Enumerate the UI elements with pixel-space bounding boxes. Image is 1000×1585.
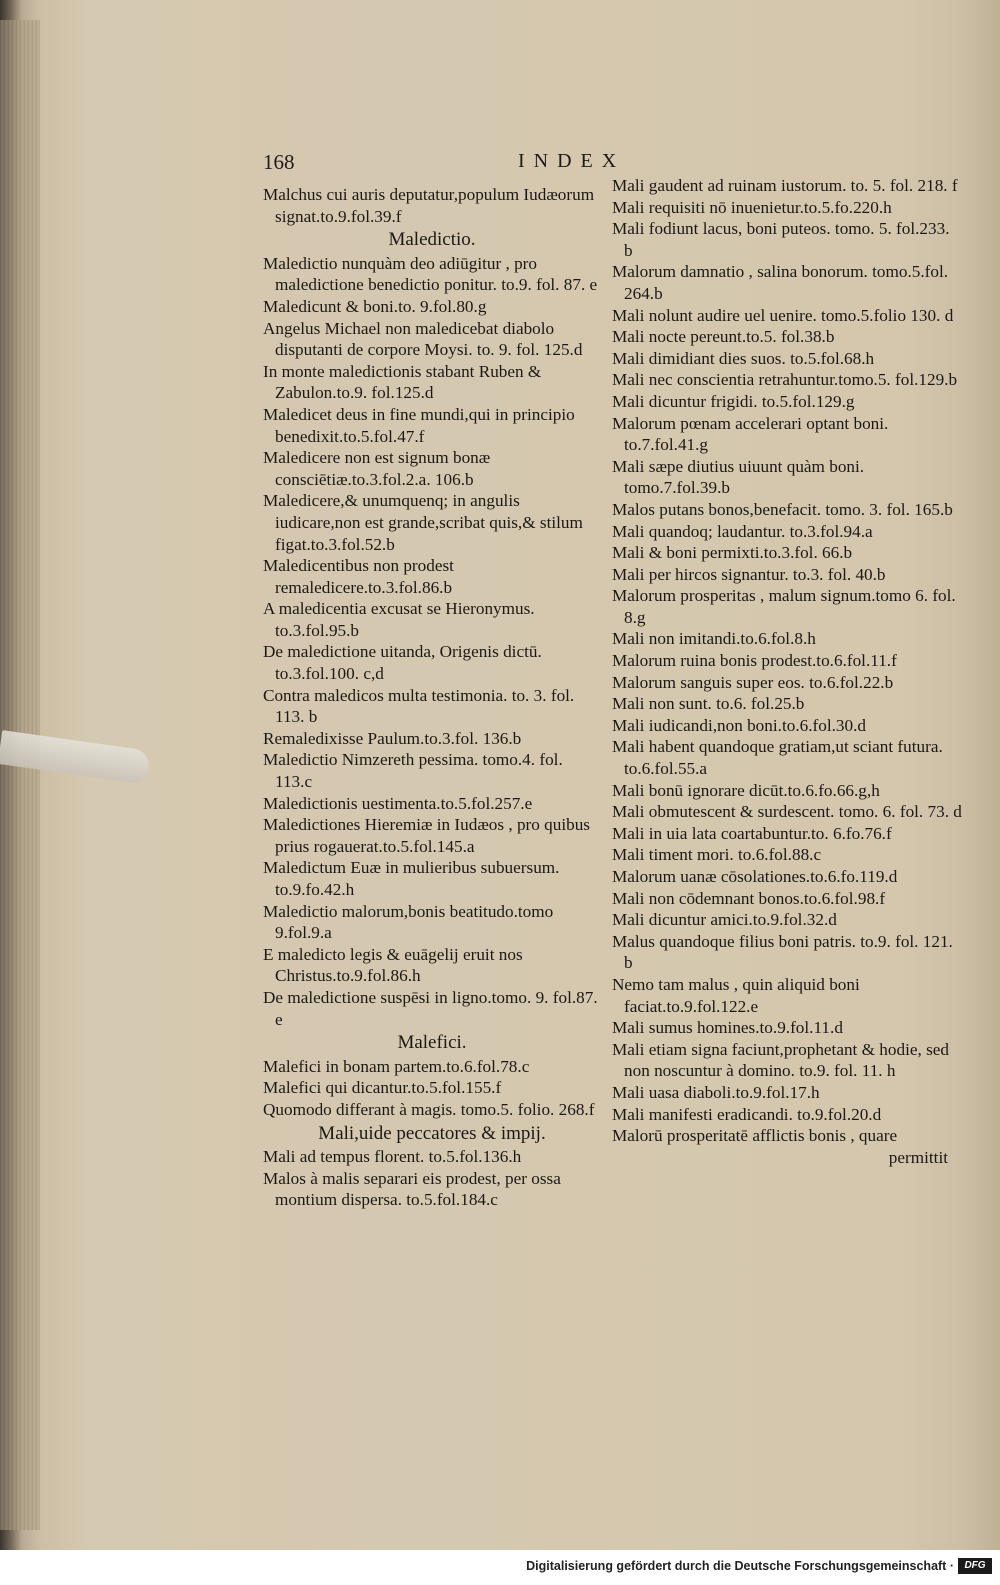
index-entry: Mali iudicandi,non boni.to.6.fol.30.d bbox=[612, 715, 866, 735]
catchword: permittit bbox=[888, 1147, 948, 1167]
index-entry: Maledictio nunquàm deo adiūgitur , pro maledictione benedictio ponitur. to.9. fol. 87. e bbox=[263, 253, 598, 295]
index-entry: Mali uasa diaboli.to.9.fol.17.h bbox=[612, 1082, 820, 1102]
index-column-right bbox=[612, 175, 962, 1168]
index-entry: Quomodo differant à magis. tomo.5. folio. 268.f bbox=[263, 1099, 595, 1119]
index-entry: De maledictione suspēsi in ligno.tomo. 9. fol.87. e bbox=[263, 987, 598, 1029]
index-entry: Maledicere,& unumquenq; in angulis iudicare,non est grande,scribat quis,& stilum figat.to.3.fol.52.b bbox=[263, 491, 583, 554]
index-entry: Mali dicuntur frigidi. to.5.fol.129.g bbox=[612, 391, 855, 411]
index-entry: Mali sæpe diutius uiuunt quàm boni. tomo.7.fol.39.b bbox=[612, 456, 865, 498]
index-entry: Mali nec conscientia retrahuntur.tomo.5. fol.129.b bbox=[612, 370, 958, 390]
index-entry: Mali requisiti nō inuenietur.to.5.fo.220.h bbox=[612, 197, 892, 217]
funding-credit: Digitalisierung gefördert durch die Deutsche Forschungsgemeinschaft · bbox=[526, 1559, 954, 1573]
index-entry: Maledictio malorum,bonis beatitudo.tomo 9.fol.9.a bbox=[263, 901, 554, 943]
index-entry: Mali quandoq; laudantur. to.3.fol.94.a bbox=[612, 521, 873, 541]
index-entry: Mali etiam signa faciunt,prophetant & hodie, sed non noscuntur à domino. to.9. fol. 11. h bbox=[612, 1039, 949, 1081]
index-entry: Maledictum Euæ in mulieribus subuersum. to.9.fo.42.h bbox=[263, 858, 560, 899]
index-entry: Maledicere non est signum bonæ consciētiæ.to.3.fol.2.a. 106.b bbox=[263, 448, 491, 489]
index-entry: Mali nocte pereunt.to.5. fol.38.b bbox=[612, 327, 835, 347]
index-entry: Maledicet deus in fine mundi,qui in principio benedixit.to.5.fol.47.f bbox=[263, 404, 575, 446]
index-entry: Mali non cōdemnant bonos.to.6.fol.98.f bbox=[612, 888, 886, 908]
index-entry: Mali non sunt. to.6. fol.25.b bbox=[612, 694, 805, 714]
index-entry: Mali manifesti eradicandi. to.9.fol.20.d bbox=[612, 1104, 882, 1124]
index-entry: Mali timent mori. to.6.fol.88.c bbox=[612, 845, 822, 865]
index-entry: Maledictionis uestimenta.to.5.fol.257.e bbox=[263, 793, 533, 813]
index-entry: A maledicentia excusat se Hieronymus. to.3.fol.95.b bbox=[263, 599, 535, 640]
index-entry: Mali non imitandi.to.6.fol.8.h bbox=[612, 629, 816, 649]
index-entry: Malchus cui auris deputatur,populum Iudæorum signat.to.9.fol.39.f bbox=[263, 185, 595, 226]
index-entry: Malorum sanguis super eos. to.6.fol.22.b bbox=[612, 672, 894, 692]
footer-bar bbox=[0, 1550, 1000, 1585]
index-entry: Mali bonū ignorare dicūt.to.6.fo.66.g,h bbox=[612, 780, 880, 800]
index-entry: De maledictione uitanda, Origenis dictū. to.3.fol.100. c,d bbox=[263, 642, 542, 684]
index-entry: Mali in uia lata coartabuntur.to. 6.fo.76.f bbox=[612, 823, 892, 843]
index-entry: Malefici qui dicantur.to.5.fol.155.f bbox=[263, 1078, 502, 1098]
index-heading: Mali,uide peccatores & impij. bbox=[318, 1122, 546, 1144]
index-entry: Malorū prosperitatē afflictis bonis , quare bbox=[612, 1126, 898, 1146]
index-entry: Contra maledicos multa testimonia. to. 3. fol. 113. b bbox=[263, 685, 575, 727]
index-entry: Malos à malis separari eis prodest, per ossa montium dispersa. to.5.fol.184.c bbox=[263, 1168, 561, 1210]
index-entry: Maledictiones Hieremiæ in Iudæos , pro quibus prius rogauerat.to.5.fol.145.a bbox=[263, 815, 590, 856]
running-title: INDEX bbox=[518, 150, 626, 172]
index-entry: E maledicto legis & euāgelij eruit nos Christus.to.9.fol.86.h bbox=[263, 944, 523, 986]
index-column-left bbox=[263, 184, 601, 1211]
index-entry: Mali dicuntur amici.to.9.fol.32.d bbox=[612, 910, 837, 930]
index-entry: Mali gaudent ad ruinam iustorum. to. 5. fol. 218. f bbox=[612, 176, 958, 195]
index-entry: Mali & boni permixti.to.3.fol. 66.b bbox=[612, 543, 853, 563]
index-heading: Maledictio. bbox=[388, 229, 476, 251]
page-number: 168 bbox=[263, 150, 295, 174]
index-entry: Mali per hircos signantur. to.3. fol. 40.b bbox=[612, 564, 886, 584]
index-entry: Mali obmutescent & surdescent. tomo. 6. fol. 73. d bbox=[612, 802, 962, 822]
index-entry: Mali ad tempus florent. to.5.fol.136.h bbox=[263, 1147, 522, 1167]
index-entry: Malos putans bonos,benefacit. tomo. 3. fol. 165.b bbox=[612, 499, 953, 519]
dfg-logo: DFG bbox=[958, 1558, 992, 1574]
index-entry: Mali habent quandoque gratiam,ut sciant futura. to.6.fol.55.a bbox=[612, 737, 943, 779]
index-entry: Mali sumus homines.to.9.fol.11.d bbox=[612, 1018, 843, 1038]
index-entry: Angelus Michael non maledicebat diabolo disputanti de corpore Moysi. to. 9. fol. 125.d bbox=[263, 318, 583, 360]
index-entry: Malorum damnatio , salina bonorum. tomo.5.fol. 264.b bbox=[612, 262, 949, 303]
index-entry: Mali dimidiant dies suos. to.5.fol.68.h bbox=[612, 348, 875, 368]
index-entry: Malorum uanæ cōsolationes.to.6.fo.119.d bbox=[612, 867, 898, 886]
index-entry: Remaledixisse Paulum.to.3.fol. 136.b bbox=[263, 728, 522, 748]
index-entry: Maledicunt & boni.to. 9.fol.80.g bbox=[263, 296, 487, 316]
index-entry: Maledicentibus non prodest remaledicere.to.3.fol.86.b bbox=[263, 556, 454, 597]
index-entry: Malus quandoque filius boni patris. to.9. fol. 121. b bbox=[612, 931, 953, 973]
index-entry: Malorum ruina bonis prodest.to.6.fol.11.f bbox=[612, 651, 897, 671]
index-entry: Nemo tam malus , quin aliquid boni faciat.to.9.fol.122.e bbox=[612, 974, 860, 1016]
index-entry: Mali fodiunt lacus, boni puteos. tomo. 5. fol.233. b bbox=[612, 219, 950, 260]
index-heading: Malefici. bbox=[397, 1032, 467, 1054]
index-entry: In monte maledictionis stabant Ruben & Zabulon.to.9. fol.125.d bbox=[263, 361, 542, 403]
index-entry: Malorum prosperitas , malum signum.tomo 6. fol. 8.g bbox=[612, 586, 956, 627]
book-page-edges bbox=[0, 20, 40, 1530]
index-entry: Mali nolunt audire uel uenire. tomo.5.folio 130. d bbox=[612, 305, 954, 325]
index-entry: Malefici in bonam partem.to.6.fol.78.c bbox=[263, 1056, 530, 1076]
index-entry: Maledictio Nimzereth pessima. tomo.4. fol. 113.c bbox=[263, 750, 563, 792]
index-entry: Malorum pœnam accelerari optant boni. to.7.fol.41.g bbox=[612, 413, 889, 455]
page-header bbox=[263, 150, 953, 176]
